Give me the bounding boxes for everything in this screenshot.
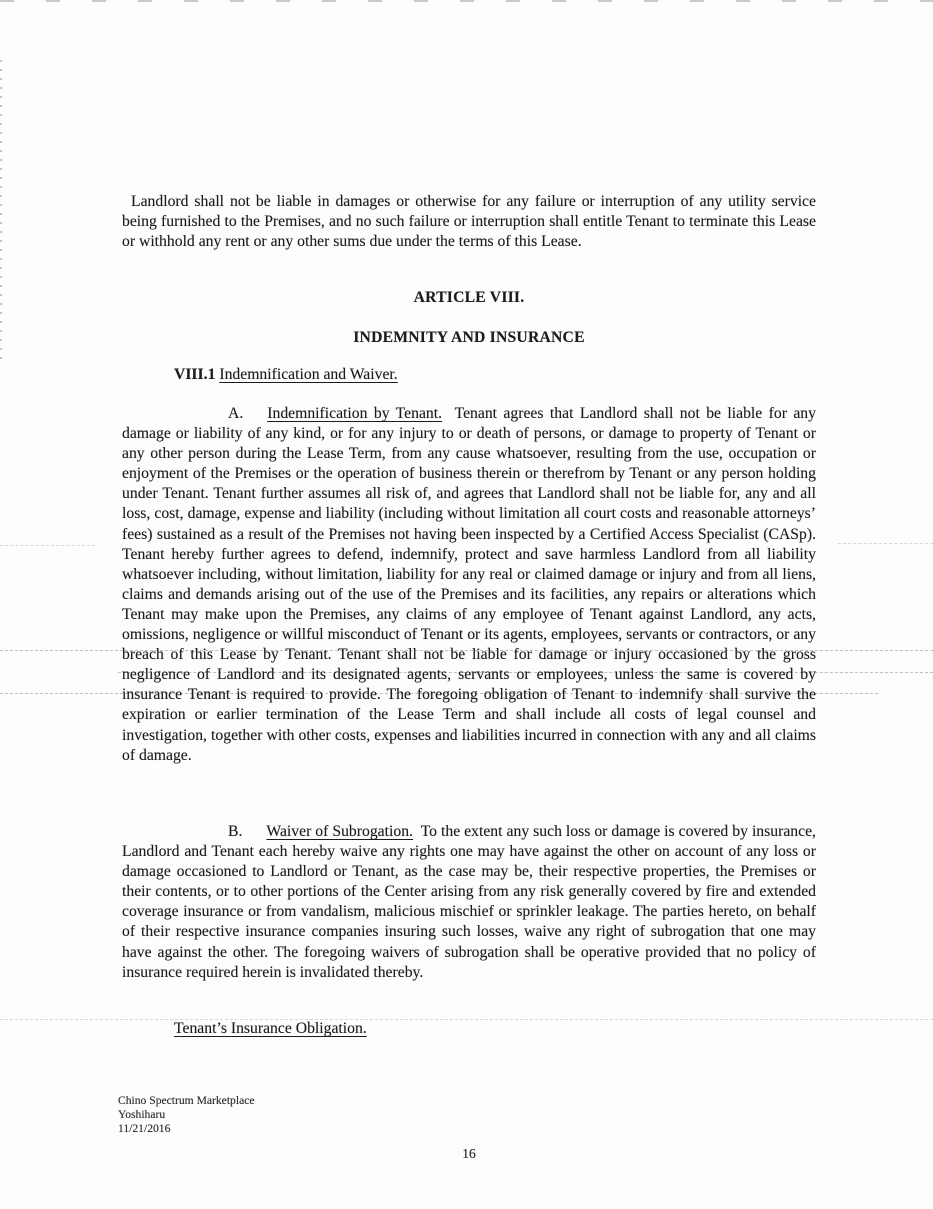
paragraph-b-label: B. [228, 823, 243, 840]
section-title: Indemnification and Waiver. [219, 366, 398, 383]
intro-paragraph: Landlord shall not be liable in damages or otherwise for any failure or interruption of any utility service being furnished to the Premises, and no such failure or interruption shall entitle Tenant to terminate this Lease or withhold any rent or any other sums due under the terms of this Lease. [122, 193, 816, 251]
scan-artifact-line [838, 543, 933, 544]
scan-artifact-top-edge [0, 0, 933, 2]
paragraph-a-label: A. [228, 405, 244, 422]
paragraph-a [122, 404, 816, 766]
footer-project-name: Chino Spectrum Marketplace [118, 1094, 255, 1107]
next-section-heading: Tenant’s Insurance Obligation. [174, 1020, 367, 1037]
article-title: INDEMNITY AND INSURANCE [353, 329, 585, 346]
paragraph-b-body: To the extent any such loss or damage is covered by insurance, Landlord and Tenant each hereby waive any rights one may have against the other on account of any loss or damage occasioned to Landlord or Tenant, as the case may be, their respective properties, the Premises or their contents, or to other portions of the Center arising from any risk generally covered by fire and extended coverage insurance or from vandalism, malicious mischief or sprinkler leakage. The parties hereto, on behalf of their respective insurance companies insuring such losses, waive any right of subrogation that one may have against the other. The foregoing waivers of subrogation shall be operative provided that no policy of insurance required herein is invalidated thereby. [122, 823, 816, 981]
scan-artifact-left-edge [0, 60, 2, 360]
document-footer [118, 1094, 255, 1135]
section-number: VIII.1 [174, 366, 216, 383]
page-number: 16 [462, 1146, 476, 1161]
scan-artifact-line [0, 545, 95, 546]
footer-tenant-name: Yoshiharu [118, 1107, 166, 1121]
paragraph-a-title: Indemnification by Tenant. [267, 405, 443, 422]
paragraph-a-body: Tenant agrees that Landlord shall not be liable for any damage or liability of any kind, or for any injury to or death of persons, or damage to property of Tenant or any other person during the Lease Term, from any cause whatsoever, resulting from the use, occupation or enjoyment of the Premises or the operation of business therein or therefrom by Tenant or any person holding under Tenant. Tenant further assumes all risk of, and agrees that Landlord shall not be liable for, any and all loss, cost, damage, expense and liability (including without limitation all court costs and reasonable attorneys’ fees) sustained as a result of the Premises not having been inspected by a Certified Access Specialist (CASp). Tenant hereby further agrees to defend, indemnify, protect and save harmless Landlord from all liability whatsoever including, without limitation, liability for any real or claimed damage or injury and from all liens, claims and demands arising out of the use of the Premises and its facilities, any repairs or alterations which Tenant may make upon the Premises, any claims of any employee of Tenant against Landlord, any acts, omissions, negligence or willful misconduct of Tenant or its agents, employees, servants or contractors, or any breach of this Lease by Tenant. Tenant shall not be liable for damage or injury occasioned by the gross negligence of Landlord and its designated agents, servants or employees, unless the same is covered by insurance Tenant is required to provide. The foregoing obligation of Tenant to indemnify shall survive the expiration or earlier termination of the Lease Term and shall include all costs of legal counsel and investigation, together with other costs, expenses and liabilities incurred in connection with any and all claims of damage. [122, 405, 816, 764]
section-heading [174, 366, 398, 384]
paragraph-b-title: Waiver of Subrogation. [266, 823, 413, 840]
article-heading: ARTICLE VIII. [413, 289, 525, 306]
scan-artifact-line [0, 1019, 933, 1020]
paragraph-b [122, 822, 816, 983]
footer-date: 11/21/2016 [118, 1121, 171, 1135]
